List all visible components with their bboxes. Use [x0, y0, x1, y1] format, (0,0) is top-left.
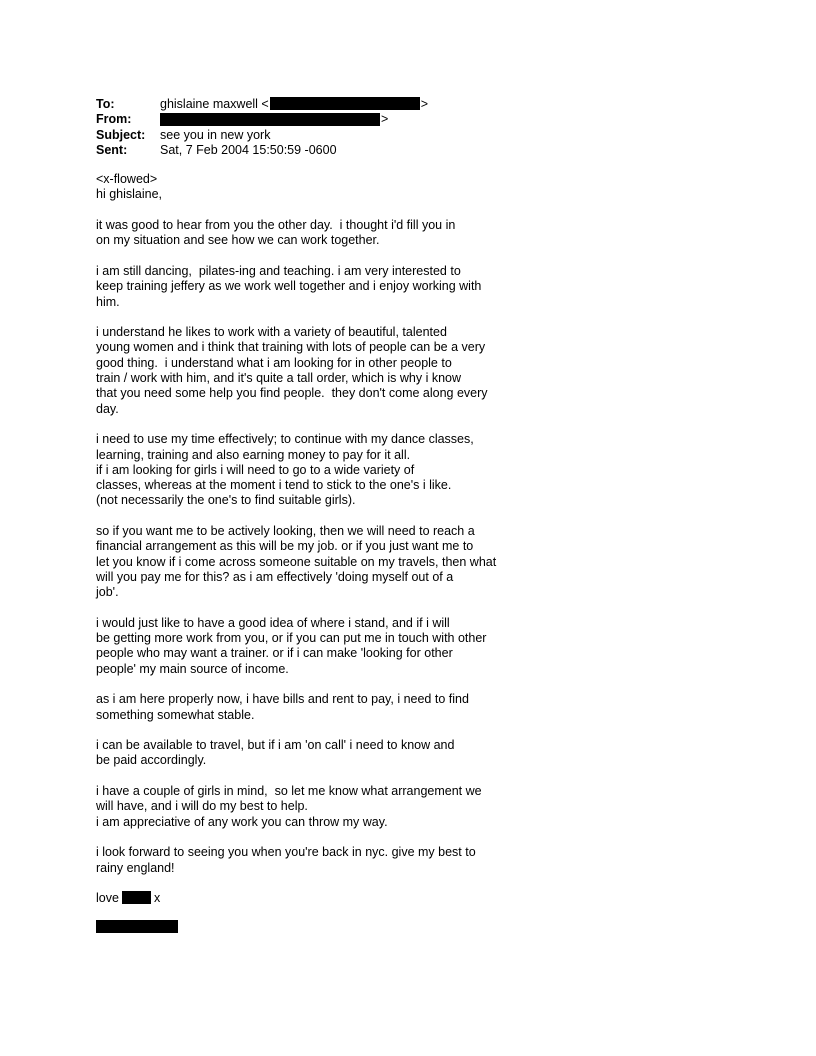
body-line: it was good to hear from you the other day. i thought i'd fill you in: [96, 218, 456, 233]
from-label: From:: [96, 112, 132, 127]
body-line: keep training jeffery as we work well together and i enjoy working with: [96, 279, 482, 294]
body-line: people' my main source of income.: [96, 661, 289, 676]
body-line: will have, and i will do my best to help.: [96, 799, 308, 814]
body-line: financial arrangement as this will be my job. or if you just want me to: [96, 539, 474, 554]
body-paragraph: [96, 524, 716, 600]
body-line: i have a couple of girls in mind, so let me know what arrangement we: [96, 784, 482, 799]
body-line: i need to use my time effectively; to continue with my dance classes,: [96, 432, 474, 447]
to-value: [160, 97, 428, 112]
sent-label: Sent:: [96, 142, 128, 157]
body-line: (not necessarily the one's to find suitable girls).: [96, 493, 356, 508]
body-paragraph: [96, 616, 716, 677]
body-paragraph: [96, 692, 716, 723]
to-row: [96, 97, 716, 112]
body-line: train / work with him, and it's quite a tall order, which is why i know: [96, 371, 462, 386]
sent-row: [96, 143, 716, 158]
body-line: so if you want me to be actively looking, then we will need to reach a: [96, 524, 475, 539]
body-line: i am still dancing, pilates-ing and teaching. i am very interested to: [96, 263, 461, 278]
redacted-sender-name: [122, 891, 151, 904]
body-paragraph: [96, 264, 716, 310]
body-line: will you pay me for this? as i am effectively 'doing myself out of a: [96, 569, 454, 584]
body-line: i understand he likes to work with a variety of beautiful, talented: [96, 325, 447, 340]
body-line: on my situation and see how we can work together.: [96, 233, 380, 248]
body-line: people who may want a trainer. or if i can make 'looking for other: [96, 646, 453, 661]
body-line: i look forward to seeing you when you're back in nyc. give my best to: [96, 845, 476, 860]
email-headers: [96, 97, 716, 158]
body-line: something somewhat stable.: [96, 707, 255, 722]
body-line: as i am here properly now, i have bills and rent to pay, i need to find: [96, 692, 469, 707]
body-line: i am appreciative of any work you can throw my way.: [96, 814, 388, 829]
to-suffix: >: [420, 97, 429, 111]
body-paragraph: [96, 325, 716, 417]
redacted-from-address: [160, 113, 380, 126]
body-paragraph: [96, 432, 716, 508]
closing-line: [96, 891, 716, 906]
body-line: rainy england!: [96, 860, 175, 875]
subject-value: see you in new york: [160, 127, 271, 142]
from-row: [96, 112, 716, 127]
email-page: [96, 97, 716, 933]
redacted-to-email: [270, 97, 420, 110]
closing-word: love: [96, 891, 119, 906]
from-suffix: >: [381, 112, 389, 127]
to-name: ghislaine maxwell <: [160, 97, 269, 111]
body-paragraphs: [96, 218, 716, 876]
from-value: [160, 112, 388, 127]
body-line: if i am looking for girls i will need to go to a wide variety of: [96, 462, 415, 477]
body-paragraph: [96, 845, 716, 876]
format-tag: <x-flowed>: [96, 172, 158, 187]
body-line: job'.: [96, 585, 119, 600]
sent-value: Sat, 7 Feb 2004 15:50:59 -0600: [160, 142, 337, 157]
body-line: classes, whereas at the moment i tend to stick to the one's i like.: [96, 478, 452, 493]
body-line: that you need some help you find people. they don't come along every: [96, 386, 488, 401]
body-line: young women and i think that training with lots of people can be a very: [96, 340, 486, 355]
redacted-signature: [96, 920, 178, 933]
greeting: hi ghislaine,: [96, 187, 163, 202]
body-line: let you know if i come across someone suitable on my travels, then what: [96, 554, 497, 569]
body-paragraph: [96, 218, 716, 249]
body-line: learning, training and also earning money to pay for it all.: [96, 447, 411, 462]
to-label: To:: [96, 97, 115, 111]
body-line: be getting more work from you, or if you can put me in touch with other: [96, 631, 487, 646]
body-paragraph: [96, 738, 716, 769]
body-line: be paid accordingly.: [96, 753, 207, 768]
body-line: him.: [96, 294, 120, 309]
subject-row: [96, 128, 716, 143]
body-line: i can be available to travel, but if i am 'on call' i need to know and: [96, 738, 455, 753]
closing-suffix: x: [153, 891, 161, 906]
body-line: good thing. i understand what i am looking for in other people to: [96, 355, 452, 370]
body-line: day.: [96, 401, 119, 416]
email-body: [96, 172, 716, 932]
body-line: i would just like to have a good idea of where i stand, and if i will: [96, 615, 450, 630]
body-paragraph: [96, 784, 716, 830]
signature-block: [96, 918, 716, 932]
subject-label: Subject:: [96, 127, 146, 142]
